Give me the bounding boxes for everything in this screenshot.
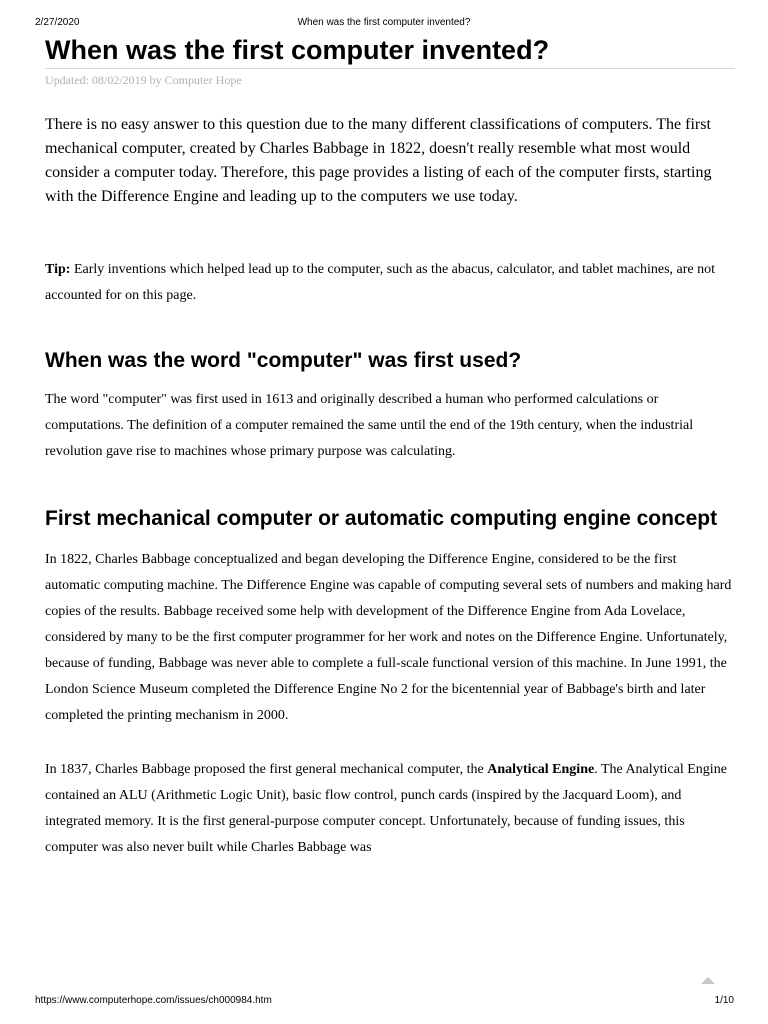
section-heading-word-computer: When was the word "computer" was first used? xyxy=(45,349,522,372)
paragraph-difference-engine: In 1822, Charles Babbage conceptualized and began developing the Difference Engine, considered to be the first automatic computing machine. The Difference Engine was capable of computing several sets of numbers and making hard copies of the results. Babbage received some help with development of the Difference Engine from Ada Lovelace, considered by many to be the first computer programmer for her work and notes on the Difference Engine. Unfortunately, because of funding, Babbage was never able to complete a full-scale functional version of this machine. In June 1991, the London Science Museum completed the Difference Engine No 2 for the bicentennial year of Babbage's birth and later completed the printing mechanism in 2000. xyxy=(45,552,732,723)
section-heading-mechanical-computer: First mechanical computer or automatic computing engine concept xyxy=(45,507,718,530)
scroll-to-top-icon[interactable] xyxy=(701,977,715,984)
article xyxy=(45,34,735,861)
print-date: 2/27/2020 xyxy=(35,17,80,28)
intro-paragraph: There is no easy answer to this question due to the many different classifications of computers. The first mechanical computer, created by Charles Babbage in 1822, doesn't really resemble what most would consider a computer today. Therefore, this page provides a listing of each of the computer firsts, starting with the Difference Engine and leading up to the computers we use today. xyxy=(45,116,712,205)
paragraph-analytical-engine xyxy=(45,757,735,861)
analytical-text-after: . The Analytical Engine contained an ALU (Arithmetic Logic Unit), basic flow control, punch cards (inspired by the Jacquard Loom), and integrated memory. It is the first general-purpose computer concept. Unfortunately, because of funding issues, this computer was also never built while Charles Babbage was xyxy=(45,762,727,855)
tip-label: Tip: xyxy=(45,262,71,277)
print-page-title: When was the first computer invented? xyxy=(297,17,471,28)
print-footer xyxy=(0,995,768,1009)
page-number: 1/10 xyxy=(714,995,734,1006)
section-paragraph-word-computer: The word "computer" was first used in 1613 and originally described a human who performed calculations or computations. The definition of a computer remained the same until the end of the 19th century, when the industrial revolution gave rise to machines whose primary purpose was calculating. xyxy=(45,392,694,459)
print-url: https://www.computerhope.com/issues/ch000984.htm xyxy=(35,995,272,1006)
tip-text: Early inventions which helped lead up to the computer, such as the abacus, calculator, and tablet machines, are not accounted for on this page. xyxy=(45,262,716,303)
print-header xyxy=(0,17,768,31)
analytical-engine-bold: Analytical Engine xyxy=(487,762,595,777)
analytical-text-before: In 1837, Charles Babbage proposed the first general mechanical computer, the xyxy=(45,762,488,777)
updated-byline: Updated: 08/02/2019 by Computer Hope xyxy=(45,73,242,87)
tip-box xyxy=(45,257,735,309)
page-title: When was the first computer invented? xyxy=(45,34,735,69)
